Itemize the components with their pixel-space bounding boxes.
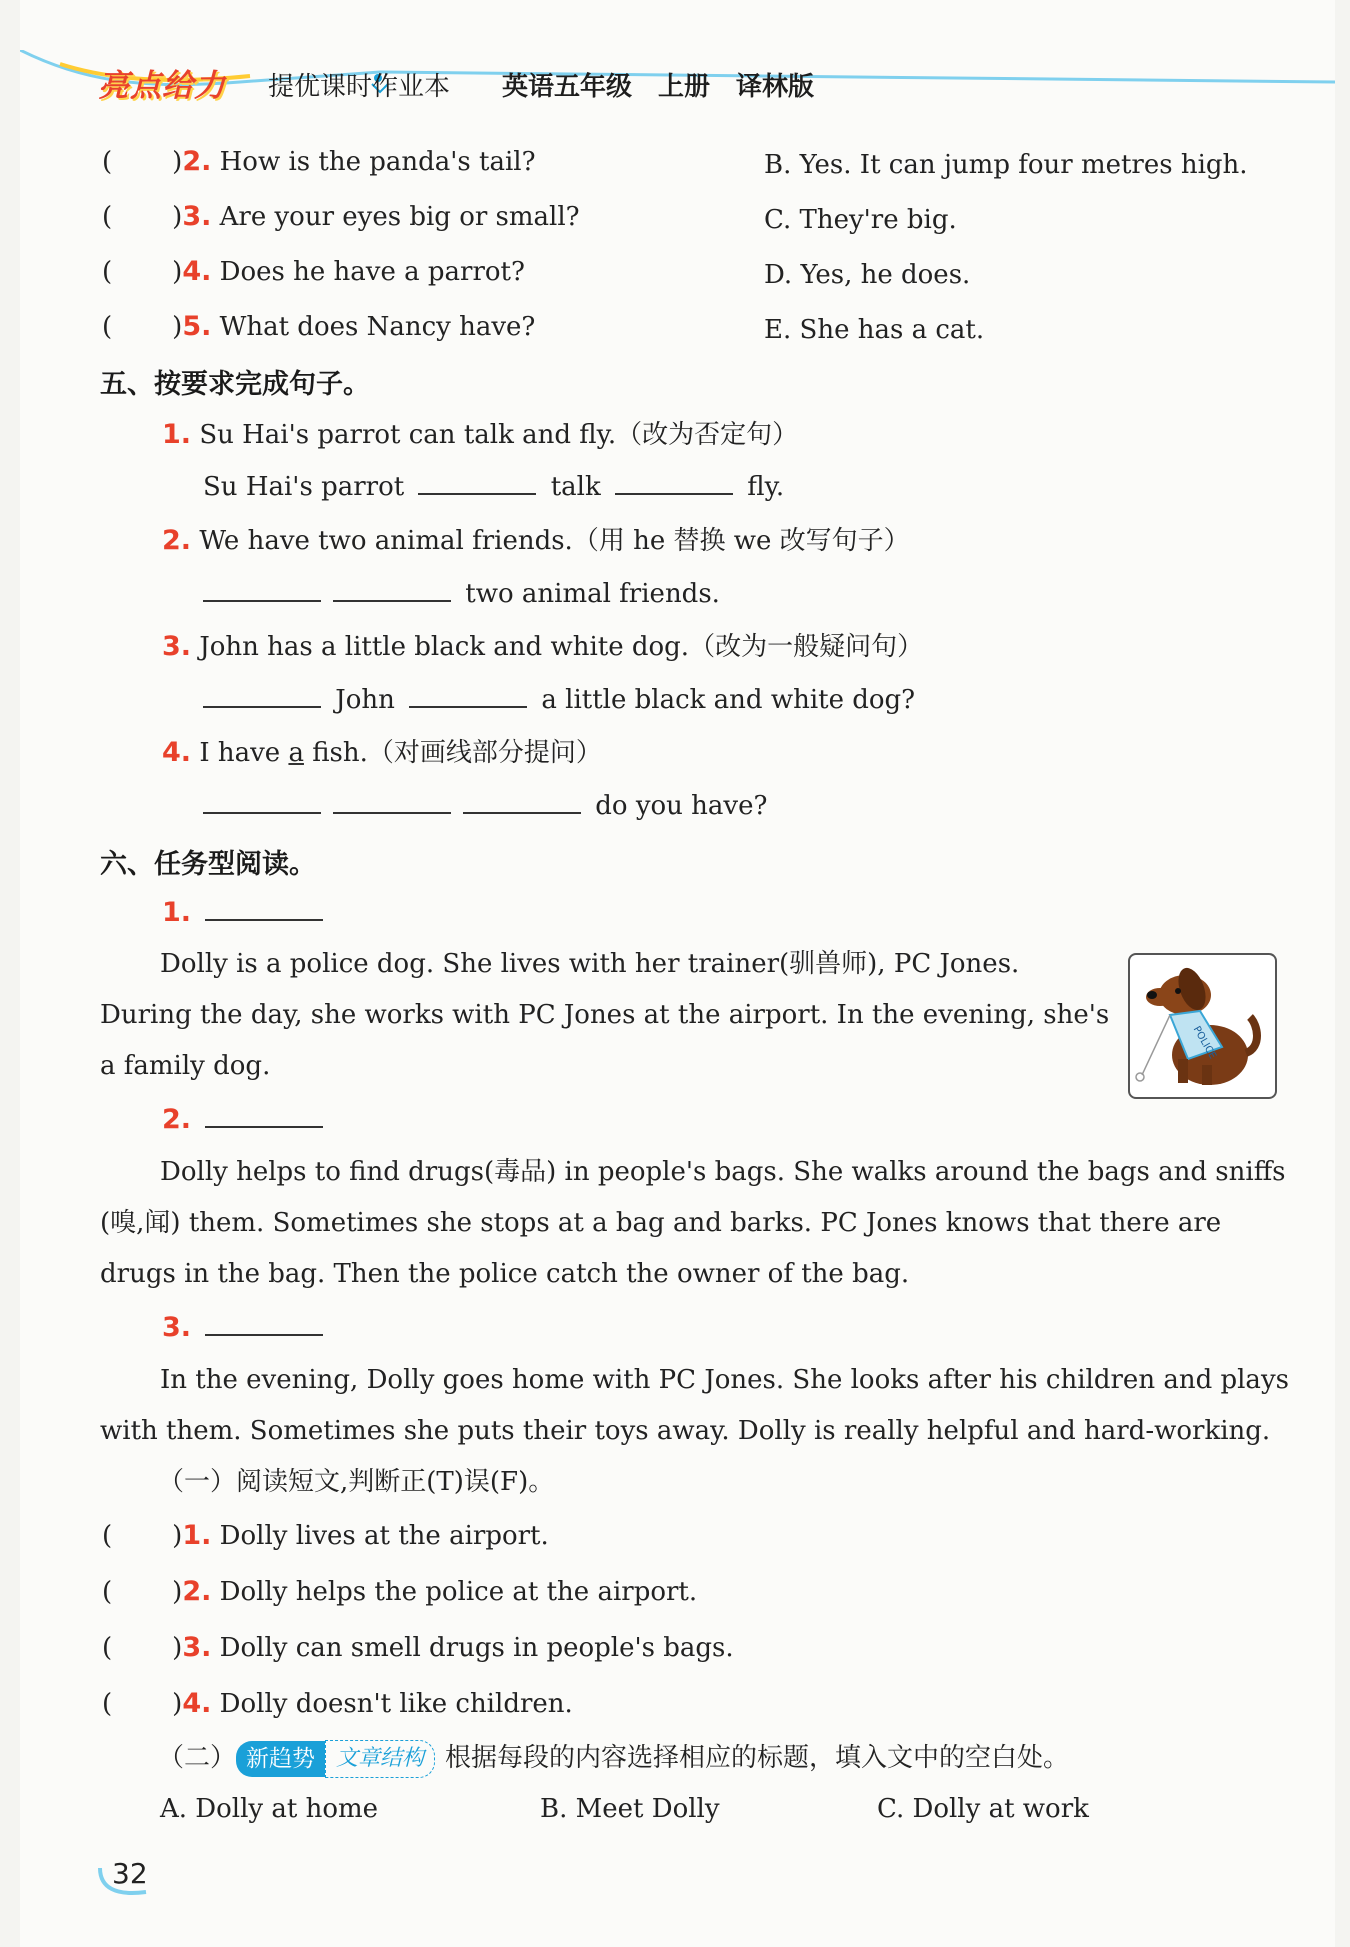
header-grade: 英语五年级 上册 译林版 [502, 72, 815, 102]
trend-tag: 新趋势 [236, 1741, 325, 1777]
blank[interactable] [333, 792, 451, 814]
tf-item: ( )4. Dolly doesn't like children. [102, 1688, 573, 1719]
answer-paren[interactable]: ( [102, 147, 113, 177]
blank[interactable] [418, 473, 536, 495]
section-title: 六、任务型阅读。 [100, 849, 316, 880]
question: 1. Su Hai's parrot can talk and fly.（改为否定句） [162, 419, 799, 450]
question: 4. I have a fish.（对画线部分提问） [162, 737, 602, 768]
heading-blank: 1. [162, 896, 329, 930]
header-subtitle: 提优课时作业本 [268, 72, 451, 102]
blank[interactable] [203, 580, 321, 602]
paragraph-line: In the evening, Dolly goes home with PC Jones. She looks after his children and plays [160, 1365, 1289, 1395]
blank[interactable] [203, 792, 321, 814]
subsection-title: （二） 新趋势 文章结构 根据每段的内容选择相应的标题，填入文中的空白处。 [158, 1740, 1069, 1778]
svg-text:POLICE: POLICE [1190, 1024, 1218, 1061]
answer-paren[interactable]: ( [102, 1689, 113, 1719]
answer-paren[interactable]: ( [102, 312, 113, 342]
match-row: ( )4. Does he have a parrot? [102, 256, 525, 287]
blank[interactable] [203, 686, 321, 708]
paragraph-line: (嗅,闻) them. Sometimes she stops at a bag and barks. PC Jones knows that there are [100, 1208, 1222, 1238]
question: 3. John has a little black and white dog.（改为一般疑问句） [162, 631, 924, 662]
heading-blank: 2. [162, 1103, 329, 1137]
match-row: ( )5. What does Nancy have? [102, 311, 536, 342]
police-dog-image [1128, 953, 1277, 1099]
paragraph-line: a family dog. [100, 1051, 271, 1081]
blank[interactable] [463, 792, 581, 814]
match-row: ( )2. How is the panda's tail? [102, 146, 536, 177]
question: 2. We have two animal friends.（用 he 替换 we 改写句子） [162, 525, 910, 556]
section-title: 五、按要求完成句子。 [100, 369, 370, 400]
tf-item: ( )1. Dolly lives at the airport. [102, 1520, 549, 1551]
option-b: B. Meet Dolly [540, 1794, 720, 1824]
paragraph-line: drugs in the bag. Then the police catch the owner of the bag. [100, 1259, 910, 1289]
paragraph-line: Dolly helps to find drugs(毒品) in people's bags. She walks around the bags and sniffs [160, 1157, 1286, 1187]
match-option: B. Yes. It can jump four metres high. [764, 150, 1248, 180]
match-option: D. Yes, he does. [764, 260, 971, 290]
match-row: ( )3. Are your eyes big or small? [102, 201, 580, 232]
answer-paren[interactable]: ( [102, 202, 113, 232]
answer-paren[interactable]: ( [102, 1633, 113, 1663]
blank[interactable] [409, 686, 527, 708]
answer-paren[interactable]: ( [102, 1521, 113, 1551]
option-a: A. Dolly at home [160, 1794, 379, 1824]
subsection-title: （一）阅读短文,判断正(T)误(F)。 [158, 1467, 555, 1497]
answer-line: two animal friends. [197, 577, 720, 611]
blank[interactable] [205, 1314, 323, 1336]
paragraph-line: Dolly is a police dog. She lives with her trainer(驯兽师), PC Jones. [160, 949, 1020, 979]
answer-paren[interactable]: ( [102, 1577, 113, 1607]
brand-logo: 亮点给力 [98, 68, 226, 104]
dog-icon [1130, 955, 1275, 1097]
page-number: 32 [112, 1857, 148, 1890]
answer-line: Su Hai's parrot talk fly. [203, 472, 785, 502]
blank[interactable] [333, 580, 451, 602]
heading-blank: 3. [162, 1311, 329, 1345]
paragraph-line: During the day, she works with PC Jones at the airport. In the evening, she's [100, 1000, 1110, 1030]
answer-line: do you have? [197, 789, 767, 823]
blank[interactable] [205, 899, 323, 921]
tf-item: ( )2. Dolly helps the police at the airport. [102, 1576, 698, 1607]
blank[interactable] [205, 1106, 323, 1128]
match-option: C. They're big. [764, 205, 957, 235]
answer-line: John a little black and white dog? [197, 683, 915, 717]
tf-item: ( )3. Dolly can smell drugs in people's bags. [102, 1632, 734, 1663]
match-option: E. She has a cat. [764, 315, 985, 345]
header [20, 50, 1335, 130]
answer-paren[interactable]: ( [102, 257, 113, 287]
paragraph-line: with them. Sometimes she puts their toys away. Dolly is really helpful and hard-working. [100, 1416, 1271, 1446]
blank[interactable] [615, 473, 733, 495]
option-c: C. Dolly at work [877, 1794, 1089, 1824]
structure-tag: 文章结构 [325, 1740, 435, 1778]
